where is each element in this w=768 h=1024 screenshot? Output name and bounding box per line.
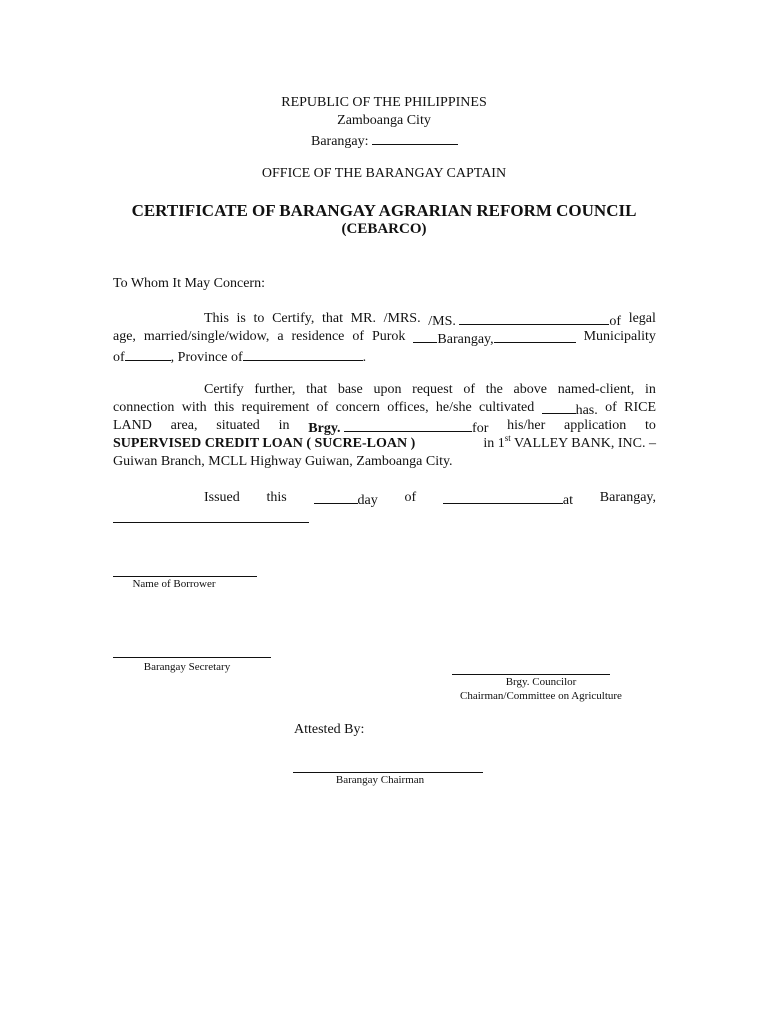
para1-line1 <box>204 311 656 330</box>
word: that <box>322 311 343 326</box>
word: Certify <box>204 382 244 397</box>
day-field: day <box>314 490 378 509</box>
word: requirement <box>241 400 310 415</box>
word: connection <box>113 400 175 415</box>
word: with <box>181 400 207 415</box>
month-field: at <box>443 490 573 509</box>
secretary-signature-line <box>113 657 271 658</box>
word: further, <box>254 382 296 397</box>
word: married/single/widow, <box>143 329 270 344</box>
word: of <box>605 400 617 415</box>
para1-line2 <box>113 329 656 348</box>
para2-line5 <box>113 454 656 470</box>
word: to <box>645 418 656 433</box>
word: age, <box>113 329 136 344</box>
office-heading: OFFICE OF THE BARANGAY CAPTAIN <box>261 166 507 181</box>
bank-address: Guiwan Branch, MCLL Highway Guiwan, Zamboanga City. <box>113 454 453 469</box>
secretary-label: Barangay Secretary <box>143 661 231 673</box>
word: this <box>266 490 287 505</box>
word: to <box>253 311 265 326</box>
para1-line3 <box>113 347 656 366</box>
word: Purok <box>371 329 406 344</box>
loan-program: SUPERVISED CREDIT LOAN ( SUCRE-LOAN ) <box>113 436 416 451</box>
para2-line2 <box>113 400 656 419</box>
councilor-signature-line <box>452 674 610 675</box>
salutation: To Whom It May Concern: <box>113 276 265 291</box>
barangay-blank <box>494 329 576 343</box>
word-ms-with-name-blank: /MS. of <box>428 311 621 330</box>
word: situated <box>216 418 260 433</box>
word: base <box>337 382 363 397</box>
bank-name: in 1st VALLEY BANK, INC. – <box>483 433 656 451</box>
word: above <box>513 382 547 397</box>
word: of <box>404 490 417 505</box>
word: area, <box>170 418 198 433</box>
chairman-signature-line <box>293 772 483 773</box>
word: that <box>306 382 328 397</box>
brgy-field: Brgy. for <box>308 418 488 437</box>
borrower-label: Name of Borrower <box>132 578 216 590</box>
word: Issued <box>204 490 240 505</box>
country-heading: REPUBLIC OF THE PHILIPPINES <box>281 95 487 110</box>
word: concern <box>335 400 380 415</box>
councilor-label: Brgy. Councilor <box>505 676 577 688</box>
word: the <box>485 382 503 397</box>
city-heading: Zamboanga City <box>337 113 431 128</box>
word: of <box>463 382 475 397</box>
chairman-label: Barangay Chairman <box>335 774 425 786</box>
para2-line4 <box>113 433 656 452</box>
word: RICE <box>624 400 656 415</box>
word: cultivated <box>479 400 535 415</box>
word: residence <box>291 329 345 344</box>
word: Certify, <box>272 311 315 326</box>
municipality-field: of , Province of . <box>113 347 366 366</box>
word: This <box>204 311 229 326</box>
barangay-label: Barangay: <box>311 134 369 149</box>
month-blank <box>443 490 563 504</box>
word: named-client, <box>557 382 635 397</box>
hectares-blank <box>542 400 576 414</box>
municipality-blank <box>125 347 171 361</box>
word: offices, <box>387 400 429 415</box>
borrower-signature-line <box>113 576 257 577</box>
client-name-blank <box>459 311 609 325</box>
brgy-blank <box>344 418 472 432</box>
attested-by: Attested By: <box>294 722 365 737</box>
word: in <box>278 418 290 433</box>
certificate-title: CERTIFICATE OF BARANGAY AGRARIAN REFORM COUNCIL <box>131 201 637 220</box>
certificate-acronym: (CEBARCO) <box>341 221 427 237</box>
word: MR. <box>350 311 376 326</box>
word: request <box>412 382 453 397</box>
word: he/she <box>435 400 472 415</box>
word: in <box>645 382 656 397</box>
word: is <box>236 311 246 326</box>
day-blank <box>314 490 358 504</box>
word: of <box>316 400 329 415</box>
issued-line <box>204 490 656 509</box>
word: /MRS. <box>383 311 421 326</box>
issued-place-blank <box>113 522 309 523</box>
word: Barangay, <box>599 490 656 505</box>
hectares-field: has. <box>542 400 598 419</box>
word: of <box>352 329 365 344</box>
word: legal <box>628 311 656 326</box>
purok-barangay: Barangay, <box>413 329 575 348</box>
barangay-name-blank <box>372 131 458 145</box>
para2-line1 <box>204 382 656 398</box>
word: his/her <box>507 418 546 433</box>
councilor-role-label: Chairman/Committee on Agriculture <box>460 690 622 702</box>
barangay-heading <box>311 131 458 150</box>
word: a <box>277 329 284 344</box>
purok-blank <box>413 329 437 343</box>
para2-line3 <box>113 418 656 437</box>
word: upon <box>373 382 402 397</box>
word: LAND <box>113 418 152 433</box>
word: this <box>214 400 235 415</box>
word: Municipality <box>583 329 656 344</box>
province-blank <box>243 347 363 361</box>
word: application <box>564 418 627 433</box>
